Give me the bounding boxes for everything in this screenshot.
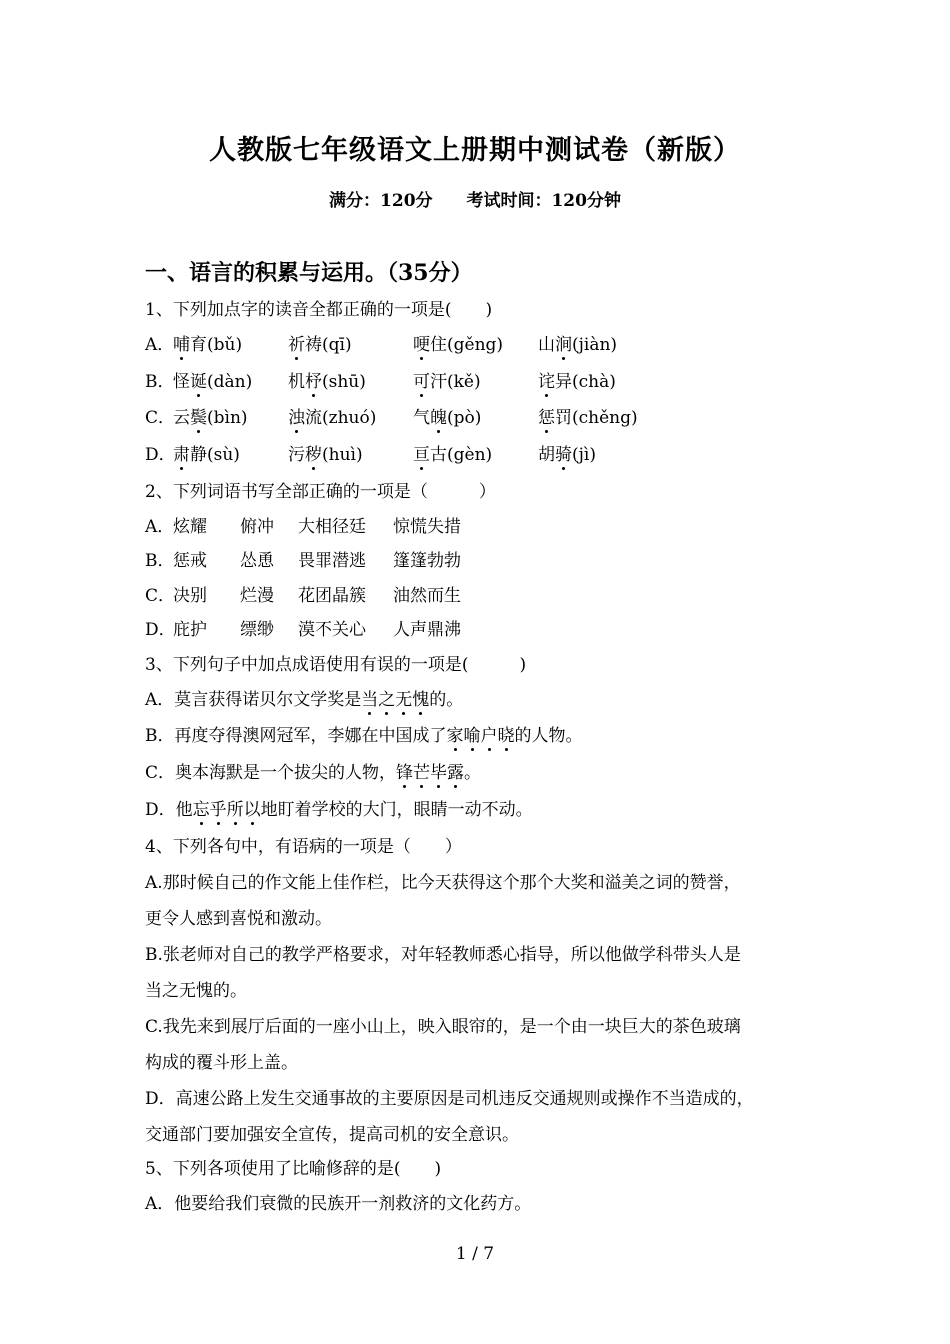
q2-word: 决别 — [173, 586, 207, 606]
q2-word: 漠不关心 — [298, 620, 366, 640]
option-label: C． — [145, 586, 176, 606]
q1-d-item: 亘古(gèn) — [413, 440, 492, 465]
option-label: C． — [145, 408, 176, 428]
q2-word: 烂漫 — [240, 586, 274, 606]
page-number: 1 / 7 — [455, 1244, 495, 1264]
q1-stem: 1、下列加点字的读音全都正确的一项是( ) — [145, 300, 493, 320]
option-label: B． — [145, 372, 175, 392]
q2-word: 惊慌失措 — [393, 517, 461, 537]
q1-d-item: 胡骑(jì) — [538, 440, 596, 465]
q2-word: 大相径廷 — [298, 517, 366, 537]
page-title: 人教版七年级语文上册期中测试卷（新版） — [209, 135, 741, 166]
q2-stem: 2、下列词语书写全部正确的一项是（ ） — [145, 482, 496, 502]
q1-b-item: 诧异(chà) — [538, 367, 616, 392]
option-label: A． — [145, 335, 175, 355]
q4-line: 当之无愧的。 — [145, 981, 247, 1001]
q5-option-a: A．他要给我们衰微的民族开一剂救济的文化药方。 — [145, 1194, 532, 1214]
q1-a-item: 山涧(jiàn) — [538, 330, 617, 355]
section-heading: 一、语言的积累与运用。（35分） — [145, 260, 473, 286]
q3-option-c: C．奥本海默是一个拔尖的人物，锋芒毕露。 — [145, 758, 481, 783]
q2-word: 惩戒 — [173, 551, 207, 571]
q3-option-a: A．莫言获得诺贝尔文学奖是当之无愧的。 — [145, 685, 463, 710]
q2-word: 花团晶簇 — [298, 586, 366, 606]
q4-line: 更令人感到喜悦和激动。 — [145, 909, 332, 929]
q4-line: D．高速公路上发生交通事故的主要原因是司机违反交通规则或操作不当造成的， — [145, 1089, 754, 1109]
q4-line: C.我先来到展厅后面的一座小山上，映入眼帘的，是一个由一块巨大的茶色玻璃 — [145, 1017, 741, 1037]
q3-stem: 3、下列句子中加点成语使用有误的一项是( ) — [145, 655, 527, 675]
q4-line: A.那时候自己的作文能上佳作栏，比今天获得这个那个大奖和溢美之词的赞誉， — [145, 873, 741, 893]
q2-word: 畏罪潜逃 — [298, 551, 366, 571]
q1-b-item: 怪诞(dàn) — [173, 367, 252, 392]
q2-word: 俯冲 — [240, 517, 274, 537]
q2-word: 篷篷勃勃 — [393, 551, 461, 571]
q4-stem: 4、下列各句中，有语病的一项是（ ） — [145, 837, 462, 857]
exam-meta — [0, 186, 950, 211]
q1-b-item: 可汗(kě) — [413, 367, 481, 392]
q2-word: 庇护 — [173, 620, 207, 640]
q1-c-item: 浊流(zhuó) — [288, 403, 376, 428]
q3-option-b: B．再度夺得澳网冠军，李娜在中国成了家喻户晓的人物。 — [145, 721, 583, 746]
option-label: B． — [145, 551, 175, 571]
q1-c-item: 惩罚(chěng) — [538, 403, 638, 428]
q1-a-item: 哺育(bǔ) — [173, 330, 242, 355]
q2-word: 油然而生 — [393, 586, 461, 606]
q3-option-d: D．他忘乎所以地盯着学校的大门，眼睛一动不动。 — [145, 795, 533, 820]
q4-line: B.张老师对自己的教学严格要求，对年轻教师悉心指导，所以他做学科带头人是 — [145, 945, 741, 965]
q2-word: 缥缈 — [240, 620, 274, 640]
q1-d-item: 污秽(huì) — [288, 440, 363, 465]
q5-stem: 5、下列各项使用了比喻修辞的是( ) — [145, 1159, 442, 1179]
q1-c-item: 云鬓(bìn) — [173, 403, 248, 428]
q2-word: 炫耀 — [173, 517, 207, 537]
q4-line: 交通部门要加强安全宣传，提高司机的安全意识。 — [145, 1125, 519, 1145]
q2-word: 怂恿 — [240, 551, 274, 571]
q1-a-item: 哽住(gěng) — [413, 330, 503, 355]
option-label: A． — [145, 517, 175, 537]
q2-word: 人声鼎沸 — [393, 620, 461, 640]
q1-d-item: 肃静(sù) — [173, 440, 240, 465]
option-label: D． — [145, 620, 176, 640]
full-score: 满分：120分 — [329, 191, 433, 211]
exam-time: 考试时间：120分钟 — [466, 191, 621, 211]
q4-line: 构成的覆斗形上盖。 — [145, 1053, 298, 1073]
option-label: D． — [145, 445, 176, 465]
q1-c-item: 气魄(pò) — [413, 403, 481, 428]
q1-a-item: 祈祷(qī) — [288, 330, 352, 355]
q1-b-item: 机杼(shū) — [288, 367, 366, 392]
